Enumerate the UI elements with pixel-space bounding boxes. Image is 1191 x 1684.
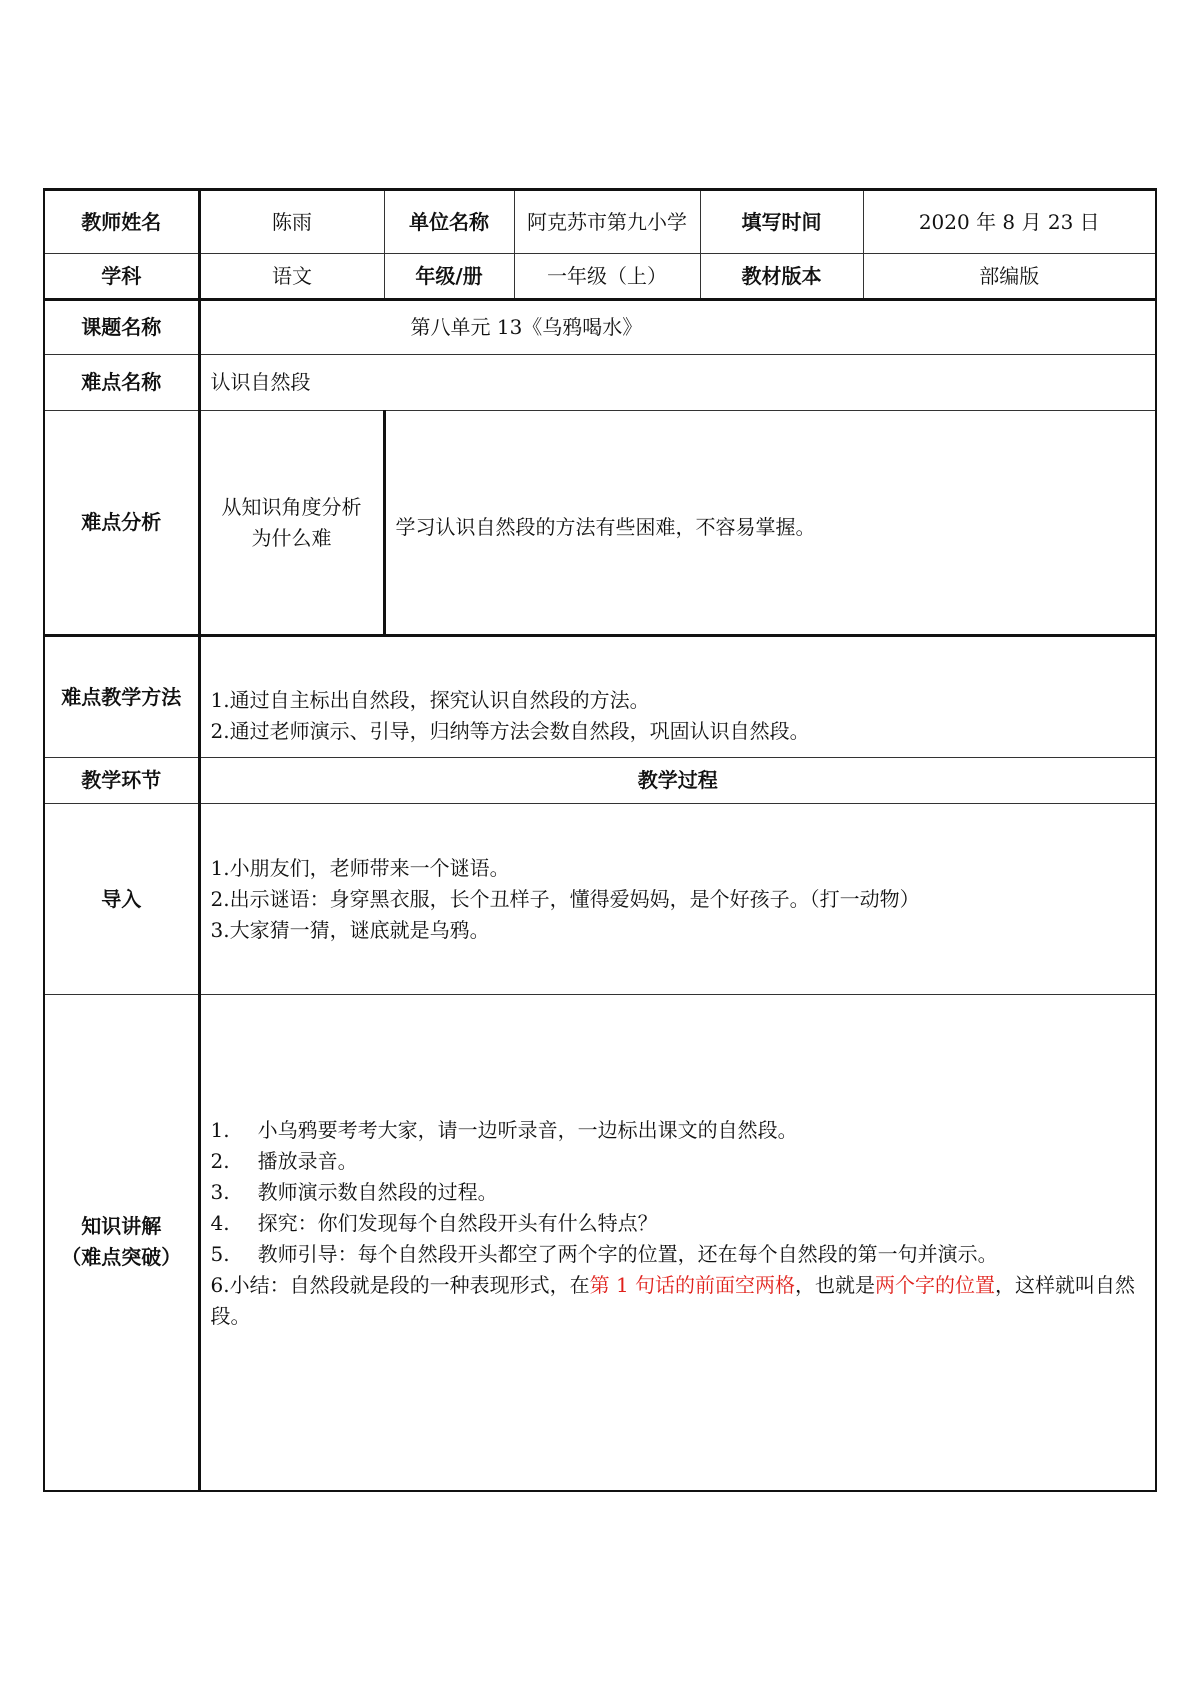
knowledge-item xyxy=(211,1208,1146,1239)
intro-item: 3.大家猜一猜，谜底就是乌鸦。 xyxy=(210,917,490,942)
knowledge-content xyxy=(199,995,1156,1491)
row-topic xyxy=(44,300,1156,355)
knowledge-label-line2: （难点突破） xyxy=(61,1245,182,1270)
lesson-plan-table xyxy=(43,188,1157,1492)
grade-value: 一年级（上） xyxy=(514,254,700,300)
difficulty-value: 认识自然段 xyxy=(199,355,1156,411)
edition-value: 部编版 xyxy=(863,254,1156,300)
intro-item: 1.小朋友们，老师带来一个谜语。 xyxy=(210,855,510,880)
row-knowledge xyxy=(44,995,1156,1491)
unit-label: 单位名称 xyxy=(384,190,514,254)
knowledge-item-text: 小乌鸦要考考大家，请一边听录音，一边标出课文的自然段。 xyxy=(257,1117,798,1142)
row-method xyxy=(44,636,1156,758)
knowledge-item xyxy=(211,1239,1146,1270)
summary-text: ，也就是 xyxy=(795,1272,876,1297)
intro-label: 导入 xyxy=(44,804,199,995)
knowledge-summary xyxy=(211,1270,1146,1332)
knowledge-item-num: 1. xyxy=(210,1117,230,1142)
intro-item: 2.出示谜语：身穿黑衣服，长个丑样子，懂得爱妈妈，是个好孩子。（打一动物） xyxy=(210,886,920,911)
summary-highlight: 第 1 句话的前面空两格 xyxy=(589,1272,796,1297)
topic-label: 课题名称 xyxy=(44,300,199,355)
method-content xyxy=(199,636,1156,758)
knowledge-item-num: 5. xyxy=(210,1241,230,1266)
row-difficulty xyxy=(44,355,1156,411)
knowledge-item xyxy=(211,1177,1146,1208)
row-subject-info xyxy=(44,254,1156,300)
difficulty-label: 难点名称 xyxy=(44,355,199,411)
method-item: 2.通过老师演示、引导，归纳等方法会数自然段，巩固认识自然段。 xyxy=(210,719,810,743)
process-header: 教学过程 xyxy=(199,758,1156,804)
knowledge-item-text: 教师演示数自然段的过程。 xyxy=(257,1179,498,1204)
lesson-plan-sheet xyxy=(43,188,1155,1492)
intro-content xyxy=(199,804,1156,995)
row-intro xyxy=(44,804,1156,995)
knowledge-list xyxy=(211,1115,1146,1270)
knowledge-item-num: 2. xyxy=(210,1148,230,1173)
row-teacher-info xyxy=(44,190,1156,254)
grade-label: 年级/册 xyxy=(384,254,514,300)
analysis-value: 学习认识自然段的方法有些困难，不容易掌握。 xyxy=(384,411,1156,636)
knowledge-item xyxy=(211,1146,1146,1177)
knowledge-item-num: 4. xyxy=(210,1210,230,1235)
subject-value: 语文 xyxy=(199,254,384,300)
teacher-label: 教师姓名 xyxy=(44,190,199,254)
row-analysis xyxy=(44,411,1156,636)
knowledge-item-text: 播放录音。 xyxy=(257,1148,358,1173)
knowledge-label xyxy=(44,995,199,1491)
date-label: 填写时间 xyxy=(700,190,863,254)
method-item: 1.通过自主标出自然段，探究认识自然段的方法。 xyxy=(210,688,650,712)
analysis-sub-label: 从知识角度分析为什么难 xyxy=(199,411,384,636)
topic-value: 第八单元 13《乌鸦喝水》 xyxy=(199,300,1156,355)
knowledge-item-num: 3. xyxy=(210,1179,230,1204)
analysis-label: 难点分析 xyxy=(44,411,199,636)
subject-label: 学科 xyxy=(44,254,199,300)
unit-value: 阿克苏市第九小学 xyxy=(514,190,700,254)
teacher-value: 陈雨 xyxy=(199,190,384,254)
method-label: 难点教学方法 xyxy=(44,636,199,758)
summary-highlight: 两个字的位置 xyxy=(875,1272,996,1297)
edition-label: 教材版本 xyxy=(700,254,863,300)
summary-text: ，这样就叫自然段。 xyxy=(210,1272,1136,1328)
stage-header: 教学环节 xyxy=(44,758,199,804)
summary-text: 6.小结：自然段就是段的一种表现形式，在 xyxy=(210,1272,590,1297)
knowledge-item-text: 探究：你们发现每个自然段开头有什么特点？ xyxy=(257,1210,658,1235)
knowledge-item-text: 教师引导：每个自然段开头都空了两个字的位置，还在每个自然段的第一句并演示。 xyxy=(257,1241,998,1266)
row-process-header xyxy=(44,758,1156,804)
knowledge-label-line1: 知识讲解 xyxy=(81,1214,162,1239)
date-value: 2020 年 8 月 23 日 xyxy=(863,190,1156,254)
knowledge-item xyxy=(211,1115,1146,1146)
